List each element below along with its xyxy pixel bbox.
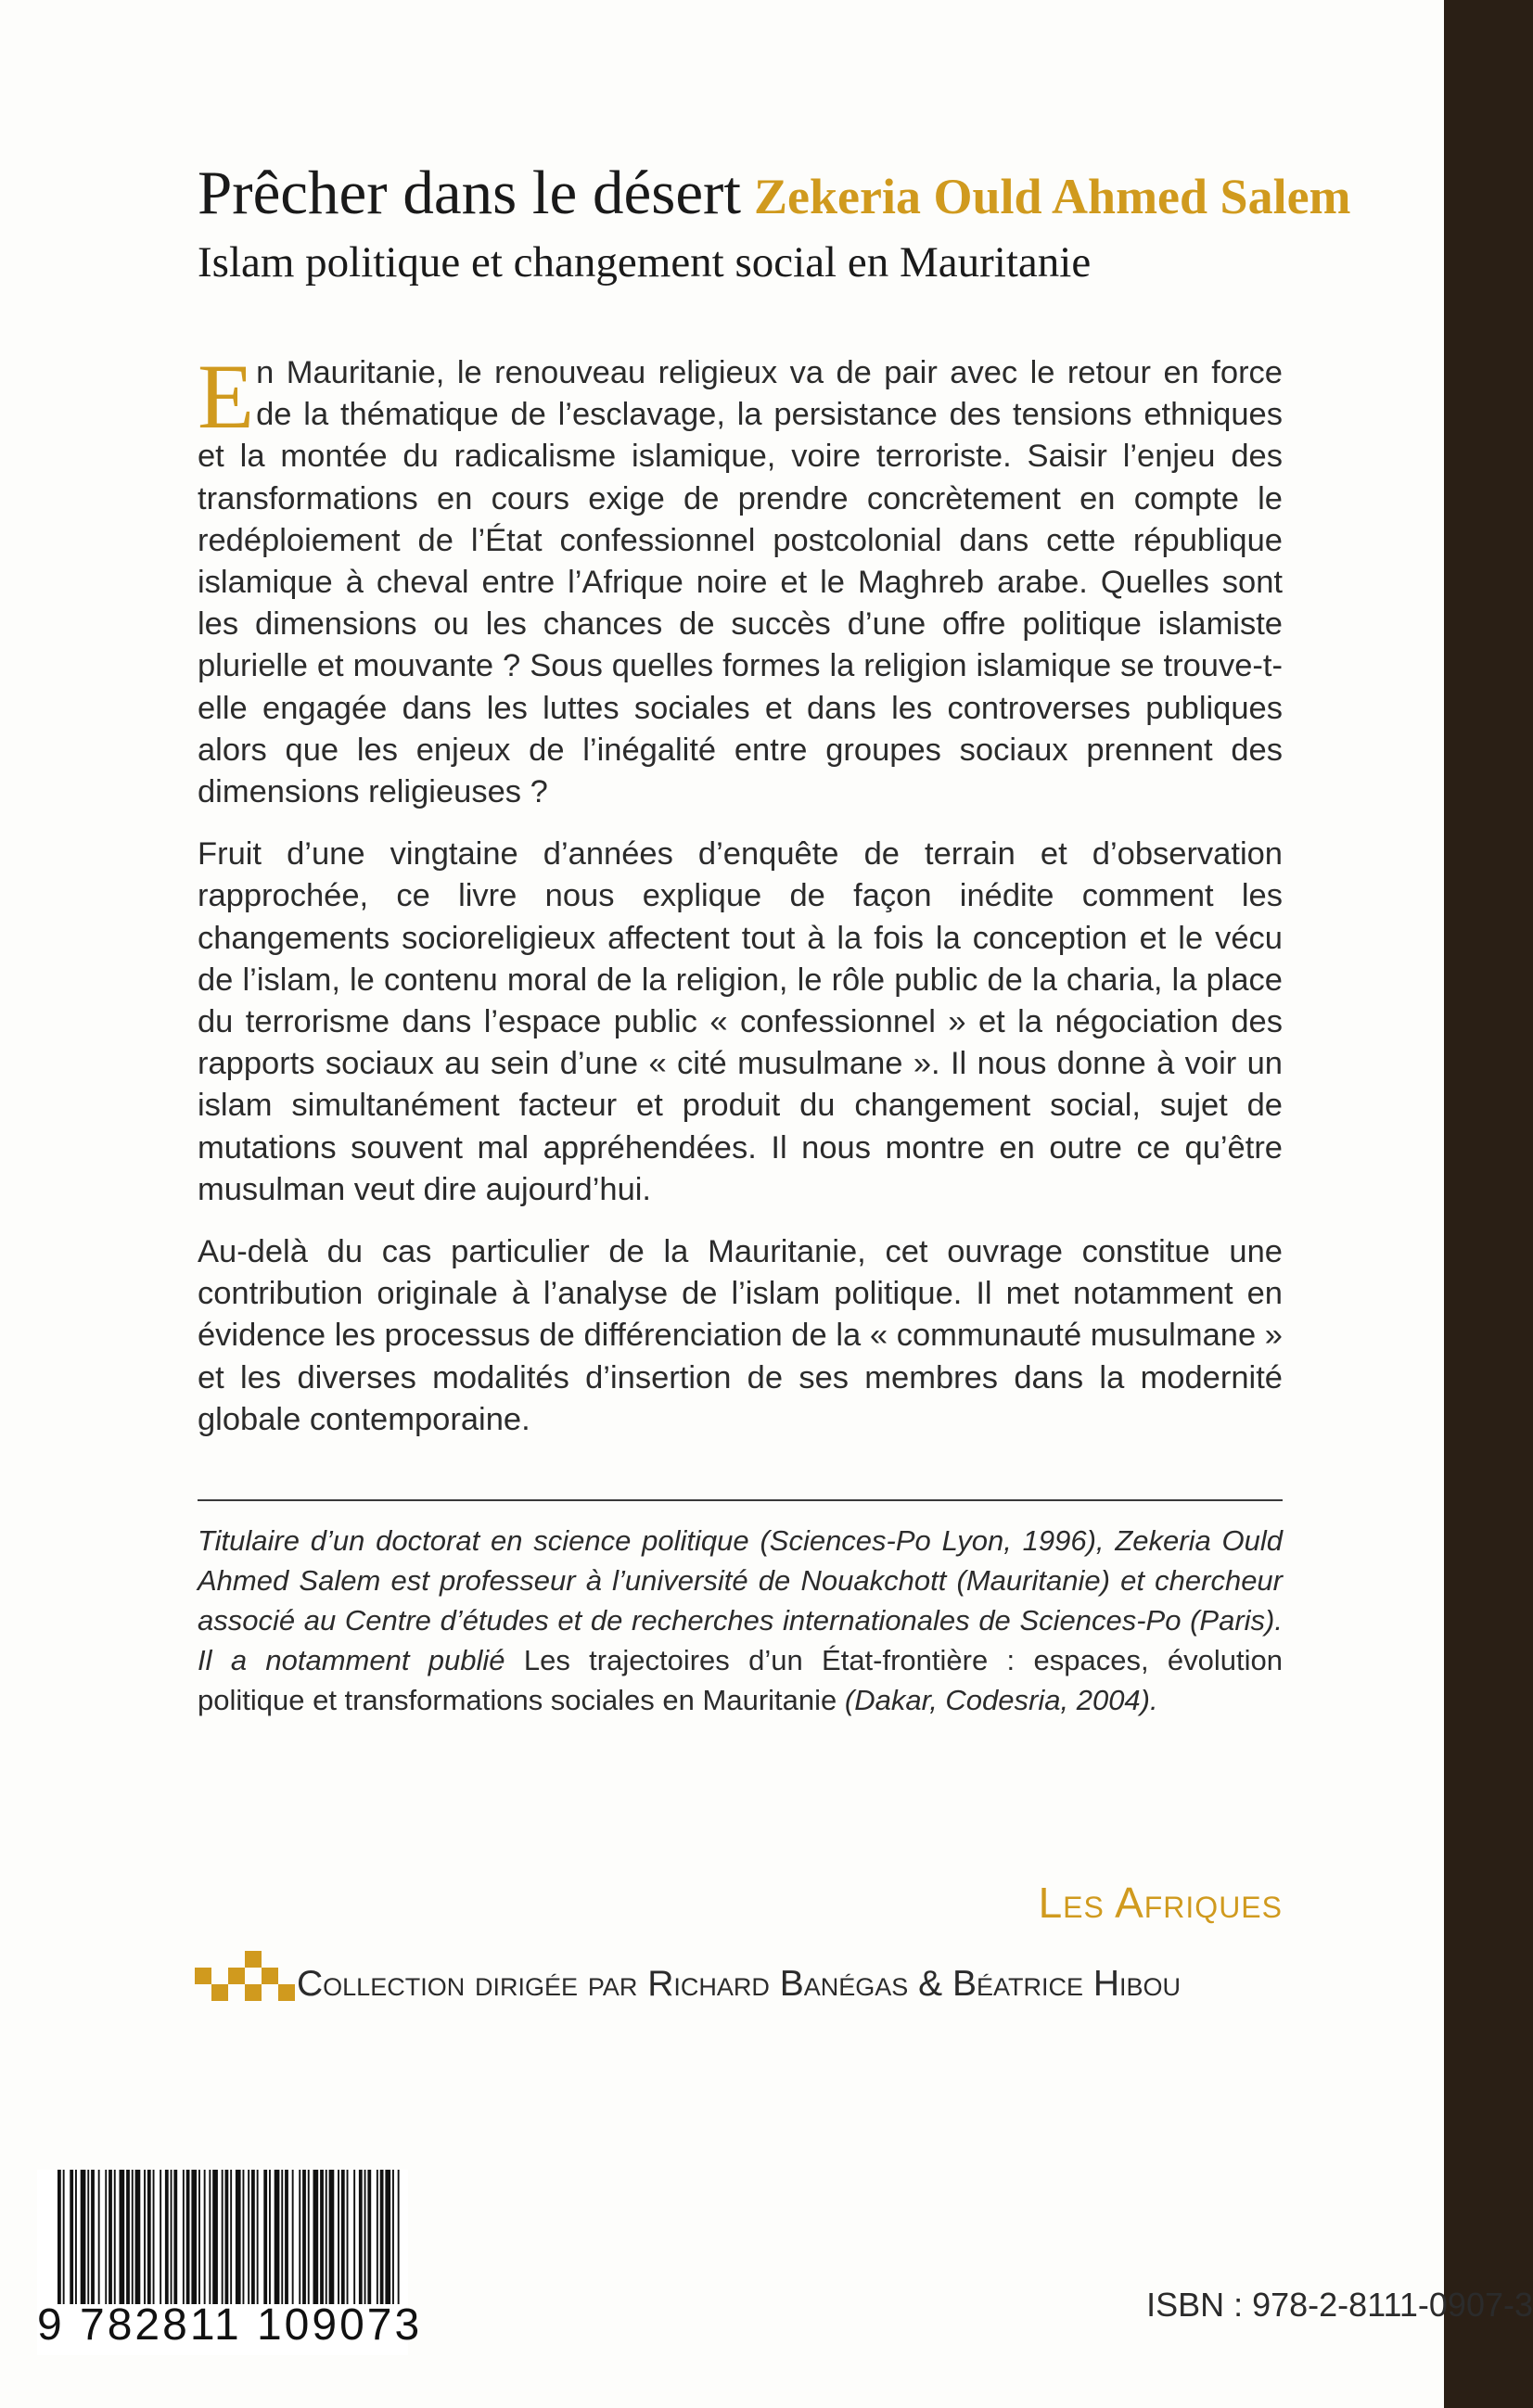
barcode-bar — [359, 2170, 363, 2304]
barcode-bar — [105, 2170, 107, 2304]
barcode-digits: 9 782811 109073 — [37, 2300, 423, 2350]
barcode-bar — [263, 2170, 267, 2304]
barcode-bar — [281, 2170, 283, 2304]
barcode-bar — [292, 2170, 294, 2304]
collection-logo-icon — [195, 1951, 299, 2003]
barcode-bar — [132, 2170, 134, 2304]
barcode-bar — [257, 2170, 259, 2304]
title-row — [198, 158, 1351, 229]
collection-credit: Collection dirigée par Richard Banégas & Béatrice Hibou — [297, 1964, 1182, 2004]
barcode-bar — [326, 2170, 327, 2304]
author-bio-publication: (Dakar, Codesria, 2004). — [844, 1684, 1158, 1716]
barcode-bar — [308, 2170, 310, 2304]
barcode-bar — [191, 2170, 197, 2304]
barcode-bar — [230, 2170, 232, 2304]
blurb-paragraph-1 — [198, 345, 1283, 813]
barcode-bar — [248, 2170, 249, 2304]
barcode-bar — [302, 2170, 306, 2304]
isbn-number: ISBN : 978-2-8111-0907-3 — [1146, 2286, 1533, 2324]
barcode-bar — [186, 2170, 190, 2304]
barcode-bar — [70, 2170, 73, 2304]
barcode-bar — [81, 2170, 86, 2304]
book-spine — [1444, 0, 1533, 2408]
drop-cap: E — [198, 345, 255, 448]
barcode-bar — [353, 2170, 355, 2304]
barcode-bar — [385, 2170, 390, 2304]
barcode-bar — [380, 2170, 384, 2304]
barcode-bar — [160, 2170, 161, 2304]
book-subtitle: Islam politique et changement social en Mauritanie — [198, 238, 1092, 287]
barcode-bar — [75, 2170, 77, 2304]
barcode-bar — [347, 2170, 349, 2304]
barcode-bar — [329, 2170, 335, 2304]
barcode-bar — [63, 2170, 65, 2304]
barcode-bar — [398, 2170, 400, 2304]
barcode-bar — [225, 2170, 229, 2304]
barcode-bar — [377, 2170, 378, 2304]
barcode-bar — [183, 2170, 185, 2304]
barcode-bar — [98, 2170, 100, 2304]
barcode-bar — [236, 2170, 241, 2304]
barcode-bar — [120, 2170, 125, 2304]
author-bio-book-title: Les trajectoires d’un État-frontière : espaces, évolution politique et transformations sociales en Mauritanie — [198, 1644, 1283, 1716]
barcode-bar — [269, 2170, 271, 2304]
barcode-bar — [135, 2170, 141, 2304]
author-name: Zekeria Ould Ahmed Salem — [754, 169, 1351, 224]
barcode-bar — [313, 2170, 319, 2304]
barcode-bar — [251, 2170, 255, 2304]
author-bio — [198, 1521, 1283, 1720]
book-title: Prêcher dans le désert — [198, 159, 741, 227]
blurb-paragraph-2: Fruit d’une vingtaine d’années d’enquête de terrain et d’observation rapprochée, ce livre nous explique de façon inédite comment les changements socioreligieux affectent tout à la fois la conception et le vécu de l’islam, le contenu moral de la religion, le rôle public de la charia, la place du terrorisme dans l’espace public « confessionnel » et la négociation des rapports sociaux au sein d’une « cité musulmane ». Il nous donne à voir un islam simultanément facteur et produit du changement social, sujet de mutations souvent mal appréhendées. Il nous montre en outre ce qu’être musulman veut dire aujourd’hui. — [198, 836, 1283, 1207]
divider-rule — [198, 1499, 1283, 1501]
blurb-paragraph-3: Au-delà du cas particulier de la Mauritanie, cet ouvrage constitue une contribution originale à l’analyse de l’islam politique. Il met notamment en évidence les processus de différenciation de la « communauté musulmane » et les diverses modalités d’insertion de ses membres dans la modernité globale contemporaine. — [198, 1234, 1283, 1437]
barcode-bar — [222, 2170, 224, 2304]
barcode-bar — [91, 2170, 95, 2304]
barcode-bar — [392, 2170, 394, 2304]
barcode-bar — [364, 2170, 366, 2304]
barcode-bar — [243, 2170, 245, 2304]
barcode-bar — [165, 2170, 169, 2304]
barcode-bar — [212, 2170, 218, 2304]
barcode-bar — [320, 2170, 324, 2304]
barcode-bar — [173, 2170, 177, 2304]
barcode-bar — [198, 2170, 200, 2304]
barcode-bar — [275, 2170, 280, 2304]
blurb-paragraph-1-text: n Mauritanie, le renouveau religieux va de pair avec le retour en force de la thématique de l’esclavage, la persistance des tensions ethniques et la montée du radicalisme islamique, voire terroriste. Saisir l’enjeu des transformations en cours exige de prendre concrètement en compte le redéploiement de l’État confessionnel postcolonial dans cette république islamique à cheval entre l’Afrique noire et le Maghreb arabe. Quelles sont les dimensions ou les chances de succès d’une offre politique islamiste plurielle et mouvante ? Sous quelles formes la religion islamique se trouve-t-elle engagée dans les luttes sociales et dans les controverses publiques alors que les enjeux de l’inégalité entre groupes sociaux prennent des dimensions religieuses ? — [198, 355, 1283, 810]
barcode — [37, 2170, 423, 2355]
barcode-bar — [144, 2170, 146, 2304]
barcode-bar — [209, 2170, 211, 2304]
barcode-bars — [37, 2170, 408, 2304]
barcode-bar — [171, 2170, 172, 2304]
barcode-bar — [147, 2170, 151, 2304]
barcode-bar — [57, 2170, 61, 2304]
barcode-bar — [109, 2170, 112, 2304]
barcode-bar — [87, 2170, 89, 2304]
series-name: Les Afriques — [1038, 1879, 1283, 1927]
barcode-bar — [204, 2170, 206, 2304]
barcode-bar — [338, 2170, 339, 2304]
barcode-bar — [341, 2170, 345, 2304]
barcode-bar — [153, 2170, 155, 2304]
barcode-bar — [299, 2170, 300, 2304]
blurb — [198, 345, 1283, 1461]
author-bio-text: Titulaire d’un doctorat en science politique (Sciences-Po Lyon, 1996), Zekeria Ould Ahmed Salem est professeur à l’université de Nouakchott (Mauritanie) et chercheur associé au Centre d’études et de recherches internationales de Sciences-Po (Paris). Il a notamment publié — [198, 1524, 1283, 1676]
barcode-bar — [367, 2170, 371, 2304]
barcode-bar — [285, 2170, 288, 2304]
barcode-bar — [114, 2170, 116, 2304]
barcode-bar — [126, 2170, 130, 2304]
